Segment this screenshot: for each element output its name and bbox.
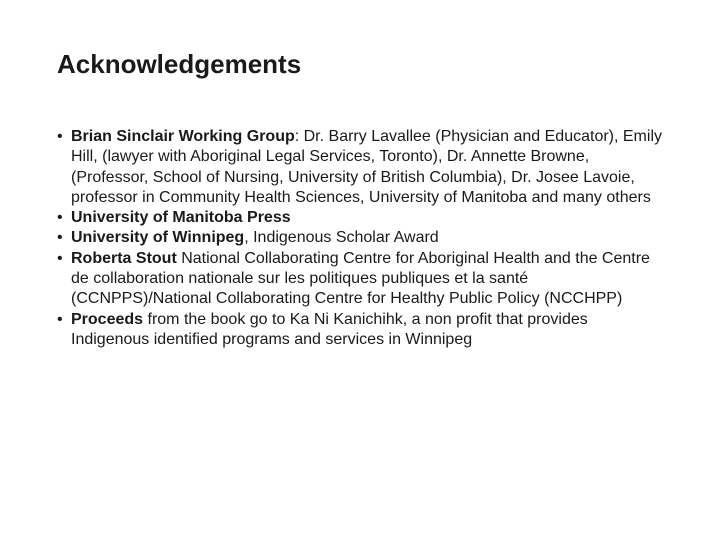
list-item bbox=[57, 208, 667, 228]
list-item-text: National Collaborating Centre for Aboriginal Health and the Centre de collaboration nationale sur les politiques publiques et la santé (CCNPPS)/National Collaborating Centre for Healthy Public Policy (NCCHPP) bbox=[71, 249, 650, 308]
slide-title: Acknowledgements bbox=[57, 49, 302, 79]
bullet-icon: • bbox=[57, 209, 63, 227]
list-item-bold: Proceeds bbox=[71, 310, 144, 328]
list-item-text: , Indigenous Scholar Award bbox=[244, 229, 439, 247]
list-item bbox=[57, 228, 667, 248]
list-item-text: from the book go to Ka Ni Kanichihk, a non profit that provides Indigenous identified programs and services in Winnipeg bbox=[71, 310, 588, 348]
bullet-icon: • bbox=[57, 229, 63, 247]
bullet-icon: • bbox=[57, 310, 63, 328]
acknowledgements-list bbox=[57, 127, 667, 350]
bullet-icon: • bbox=[57, 249, 63, 267]
list-item-bold: University of Manitoba Press bbox=[71, 209, 291, 227]
list-item bbox=[57, 127, 667, 208]
list-item-text: : Dr. Barry Lavallee (Physician and Educator), Emily Hill, (lawyer with Aboriginal Legal Services, Toronto), Dr. Annette Browne, (Professor, School of Nursing, University of British Columbia), Dr. Josee Lavoie, professor in Community Health Sciences, University of Manitoba and many others bbox=[71, 128, 662, 206]
list-item bbox=[57, 249, 667, 310]
list-item-bold: Roberta Stout bbox=[71, 249, 177, 267]
list-item-bold: Brian Sinclair Working Group bbox=[71, 128, 295, 145]
bullet-icon: • bbox=[57, 128, 63, 145]
list-item bbox=[57, 310, 667, 351]
list-item-bold: University of Winnipeg bbox=[71, 229, 245, 247]
